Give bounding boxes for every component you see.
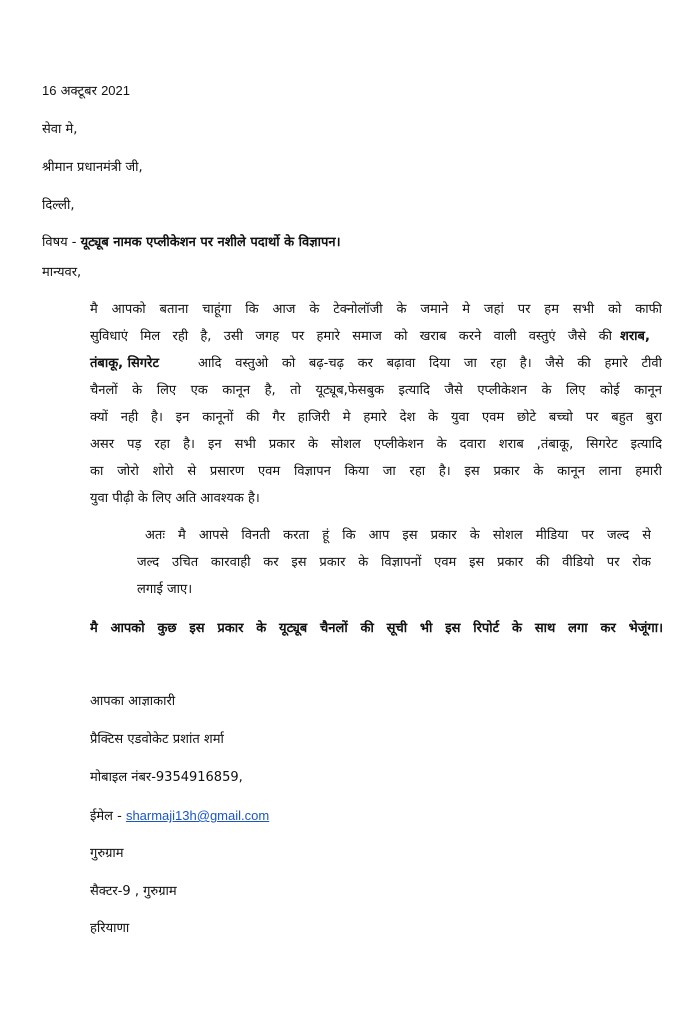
subject-line [42,234,341,252]
para2-line: जल्द उचित कारवाही कर इस प्रकार के विज्ञापनों एवम इस प्रकार की वीडियो पर रोक [137,555,651,570]
para1-line: का जोरो शोरो से प्रसारण एवम विज्ञापन किया जा रहा है। इस प्रकार के कानून लाना हमारी [90,464,662,479]
greeting: मान्यवर, [42,265,82,280]
para1-line: आदि वस्तुओ को बढ़-चढ़ कर बढ़ावा दिया जा रहा है। जैसे की हमारे टीवी [198,356,662,371]
email-link[interactable]: sharmaji13h@gmail.com [125,808,270,823]
date-month: अक्टूबर [60,84,97,99]
para1-bold-alcohol: शराब, [620,329,650,344]
recipient-city: दिल्ली, [42,198,75,213]
para1-line: चैनलों के लिए एक कानून है, तो यूट्यूब,फेसबुक इत्यादि जैसे एप्लीकेशन के लिए कोई कानून [90,383,662,398]
sender-name: प्रैक्टिस एडवोकेट प्रशांत शर्मा [90,732,224,747]
subject-label: विषय - [42,235,81,250]
date-day: 16 [42,83,57,98]
address-sector: सैक्टर-9 , गुरुग्राम [90,884,177,899]
para2-line: लगाई जाए। [137,582,193,597]
address-city: गुरुग्राम [90,846,124,861]
para1-bold-tobacco: तंबाकू, सिगरेट [90,356,159,371]
subject-text: यूट्यूब नामक एप्लीकेशन पर नशीले पदार्थो के विज्ञापन। [80,235,341,250]
letter-date [42,82,130,101]
email-label: ईमेल - [90,809,126,824]
sender-mobile: मोबाइल नंबर-9354916859, [90,770,243,785]
sign-off: आपका आज्ञाकारी [90,694,176,709]
para1-line: युवा पीढ़ी के लिए अति आवश्यक है। [90,491,260,506]
sender-email-line [90,807,269,826]
para1-line: असर पड़ रहा है। इन सभी प्रकार के सोशल एप्लीकेशन के दवारा शराब ,तंबाकू, सिगरेट इत्यादि [90,437,662,452]
closing-statement: मै आपको कुछ इस प्रकार के यूट्यूब चैनलों की सूची भी इस रिपोर्ट के साथ लगा कर भेजूंगा। [90,621,663,636]
date-year: 2021 [101,83,130,98]
para1-line: क्यों नही है। इन कानूनों की गैर हाजिरी मे हमारे देश के युवा एवम छोटे बच्चो पर बहुत बुरा [90,410,662,425]
para2-line: अतः मै आपसे विनती करता हूं कि आप इस प्रकार के सोशल मीडिया पर जल्द से [145,528,651,543]
para1-line: सुविधाएं मिल रही है, उसी जगह पर हमारे समाज को खराब करने वाली वस्तुएं जैसे की [90,329,612,344]
salutation-to: सेवा मे, [42,122,78,137]
address-state: हरियाणा [90,921,130,936]
para1-line: मै आपको बताना चाहूंगा कि आज के टेक्नोलॉजी के जमाने मे जहां पर हम सभी को काफी [90,302,662,317]
recipient: श्रीमान प्रधानमंत्री जी, [42,160,143,175]
